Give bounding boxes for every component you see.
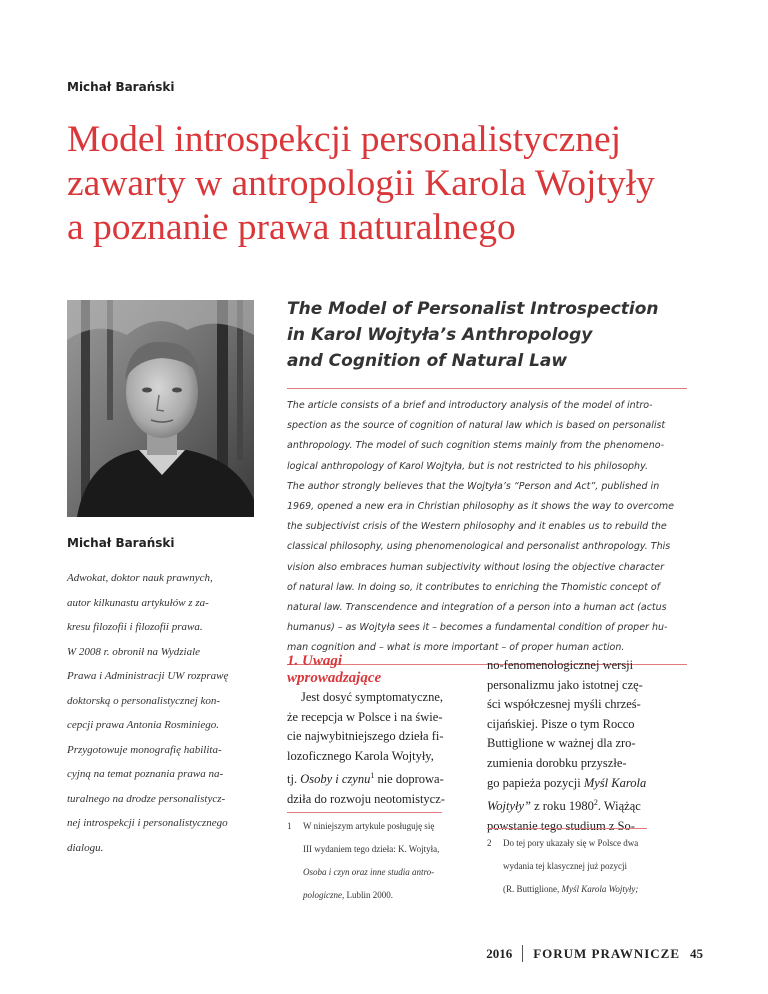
book-title: Osoby i czynu — [300, 772, 371, 787]
body-line: cijańskiej. Pisze o tym Rocco — [487, 716, 635, 731]
body-line — [487, 774, 687, 794]
bio-line: W 2008 r. obronił na Wydziale — [67, 645, 201, 658]
footnote-number: 1 — [287, 821, 292, 831]
footnote-2 — [487, 832, 638, 901]
abstract-line: the subjectivist crisis of the Western philosophy and it enables us to rebuild the — [287, 521, 667, 533]
body-text: z roku 1980 — [534, 799, 594, 814]
title-line: a poznanie prawa naturalnego — [67, 207, 516, 248]
english-title-line: and Cognition of Natural Law — [287, 351, 568, 371]
body-column-1 — [287, 688, 459, 810]
footnote-line — [303, 861, 439, 884]
author-photo — [67, 300, 254, 517]
sidebar-author-name: Michał Barański — [67, 536, 175, 550]
article-title — [67, 118, 747, 250]
abstract-line: vision also embraces human subjectivity without losing the objective character — [287, 561, 665, 573]
abstract-line: 1969, opened a new era in Christian philosophy as it shows the way to overcome — [287, 501, 674, 513]
body-text: nie doprowa- — [377, 772, 444, 787]
abstract-line: logical anthropology of Karol Wojtyła, but is not restricted to his philosophy. — [287, 460, 648, 472]
footnote-line: wydania tej klasycznej już pozycji — [503, 861, 627, 871]
bio-line: kresu filozofii i filozofii prawa. — [67, 621, 203, 633]
author-bio — [67, 566, 267, 860]
footnote-rule — [287, 812, 442, 813]
abstract-line: humanus) – as Wojtyła sees it – becomes a fundamental condition of proper hu- — [287, 622, 668, 634]
abstract-line: anthropology. The model of such cognition stems mainly from the phenomeno- — [287, 440, 664, 452]
bio-line: Prawa i Administracji UW rozprawę — [67, 670, 229, 682]
article-author: Michał Barański — [67, 80, 175, 94]
bio-line: autor kilkunastu artykułów z za- — [67, 596, 209, 609]
body-line: powstanie tego studium z So- — [487, 818, 635, 833]
footnote-rule — [487, 828, 647, 829]
body-text: tj. — [287, 772, 301, 787]
footer-divider — [522, 945, 523, 962]
body-line: cie najwybitniejszego dzieła fi- — [287, 729, 444, 744]
body-line: personalizmu jako istotnej czę- — [487, 677, 643, 692]
abstract-top-rule — [287, 388, 687, 389]
abstract-line: spection as the source of cognition of natural law which is based on personalist — [287, 420, 666, 432]
footnote-number: 2 — [487, 838, 492, 848]
bio-line: turalnego na drodze personalistycz- — [67, 792, 226, 805]
body-column-2 — [487, 656, 687, 837]
abstract-line: of natural law. In doing so, it contributes to enriching the Thomistic concept of — [287, 581, 660, 593]
footer-year: 2016 — [486, 945, 513, 961]
english-title-line: The Model of Personalist Introspection — [287, 299, 659, 319]
book-title: pologiczne — [303, 890, 342, 900]
footnote-ref: 2 — [593, 798, 598, 808]
book-title: Myśl Karola Wojtyły; — [561, 884, 639, 894]
body-text: . Wiążąc — [597, 799, 641, 814]
english-title-line: in Karol Wojtyła’s Anthropology — [287, 325, 593, 345]
english-title — [287, 296, 659, 374]
bio-line: cyjną na temat poznania prawa na- — [67, 768, 224, 780]
body-line: ści współczesnej myśli chrześ- — [487, 697, 641, 712]
body-text: go papieża pozycji — [487, 775, 581, 790]
footer-page-number: 45 — [690, 945, 703, 961]
bio-line: Adwokat, doktor nauk prawnych, — [67, 572, 213, 584]
body-line: Jest dosyć symptomatyczne, — [301, 690, 443, 704]
abstract — [287, 396, 697, 659]
book-title: Myśl Karola — [583, 775, 647, 790]
abstract-line: man cognition and – what is more important – of proper human action. — [287, 642, 625, 654]
abstract-line: The author strongly believes that the Wojtyła’s “Person and Act”, published in — [287, 480, 660, 492]
abstract-line: The article consists of a brief and introductory analysis of the model of intro- — [287, 400, 653, 411]
body-line: zumienia dorobku przyszłe- — [487, 755, 627, 770]
book-title: Osoba i czyn oraz inne studia antro- — [303, 867, 435, 877]
page-footer — [486, 945, 703, 962]
section-heading-line: 1. Uwagi — [287, 653, 343, 669]
body-line: lozoficznego Karola Wojtyły, — [287, 748, 434, 763]
footnote-line: Do tej pory ukazały się w Polsce dwa — [503, 838, 639, 848]
body-line: że recepcja w Polsce i na świe- — [287, 709, 443, 724]
footnote-1 — [287, 815, 439, 907]
bio-line: dialogu. — [67, 841, 104, 854]
bio-line: nej introspekcji i personalistycznego — [67, 817, 228, 829]
section-heading-line: wprowadzające — [287, 670, 382, 686]
body-line — [287, 766, 459, 790]
bio-line: doktorską o personalistycznej kon- — [67, 694, 221, 707]
footnote-line: W niniejszym artykule posługuję się — [303, 821, 435, 831]
section-heading — [287, 653, 381, 687]
abstract-line: classical philosophy, using phenomenological and personalist anthropology. This — [287, 541, 671, 553]
abstract-line: natural law. Transcendence and integration of a person into a human act (actus — [287, 602, 667, 614]
book-title: Wojtyły” — [487, 799, 531, 814]
bio-line: cepcji prawa Antonia Rosminiego. — [67, 719, 219, 731]
footnote-text: (R. Buttiglione, — [503, 884, 560, 894]
body-line — [487, 793, 687, 817]
footnote-ref: 1 — [370, 771, 375, 781]
bio-line: Przygotowuje monografię habilita- — [67, 743, 222, 756]
title-line: Model introspekcji personalistycznej — [67, 119, 622, 160]
footnote-line — [503, 878, 638, 901]
footnote-text: , Lublin 2000. — [342, 890, 393, 900]
footer-journal: FORUM PRAWNICZE — [533, 945, 680, 961]
body-line: Buttiglione w ważnej dla zro- — [487, 736, 636, 751]
title-line: zawarty w antropologii Karola Wojtyły — [67, 163, 655, 204]
body-line: dziła do rozwoju neotomistycz- — [287, 792, 445, 807]
body-line: no-fenomenologicznej wersji — [487, 658, 634, 672]
footnote-line: III wydaniem tego dzieła: K. Wojtyła, — [303, 844, 440, 854]
footnote-line — [303, 884, 439, 907]
